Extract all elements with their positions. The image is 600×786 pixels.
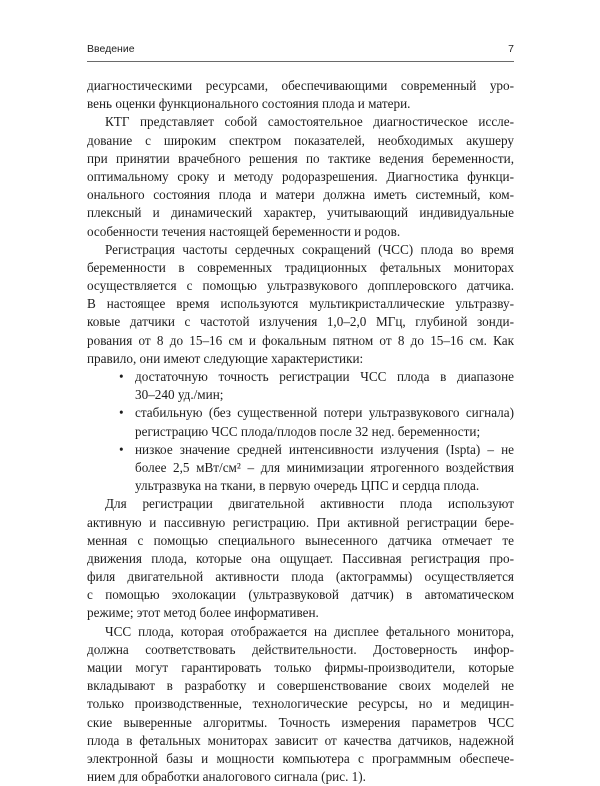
text-line: вень оценки функционального состояния плода и матери. [87, 96, 411, 112]
page-number: 7 [508, 43, 514, 55]
text-line: ЧСС плода, которая отображается на дисплее фетального монитора, [105, 623, 514, 639]
text-line: особенности течения настоящей беременности и родов. [87, 223, 401, 239]
text-line: активную и пассивную регистрацию. При активной регистрации бере- [87, 514, 514, 530]
text-line: оптимальному сроку и методу родоразрешения. Диагностика функци- [87, 168, 514, 184]
paragraph-monitor-accuracy [87, 623, 514, 786]
text-line: плексный и динамический характер, учитывающий индивидуальные [87, 205, 514, 221]
text-line: мации могут гарантировать только фирмы-производители, которые [87, 660, 514, 675]
text-line: диагностическими ресурсами, обеспечивающими современный уро- [87, 78, 514, 93]
text-line: рования от 8 до 15–16 см и фокальным пятном от 8 до 15–16 см. Как [87, 332, 514, 348]
text-line: ковые датчики с частотой излучения 1,0–2,0 МГц, глубиной зонди- [87, 314, 514, 330]
paragraph-intro-continuation [87, 77, 514, 113]
text-line: правило, они имеют следующие характеристики: [87, 350, 364, 366]
text-line: онального состояния плода и матери должна иметь системный, ком- [87, 187, 514, 203]
text-line: при принятии врачебного решения по тактике ведения беременности, [87, 150, 514, 166]
paragraph-heart-rate-registration [87, 241, 514, 368]
text-line: Для регистрации двигательной активности плода используют [105, 496, 514, 512]
text-line: 30–240 уд./мин; [135, 387, 224, 403]
text-line: осуществляется с помощью ультразвукового допплеровского датчика. [87, 278, 514, 294]
header-divider [87, 61, 514, 62]
text-line: регистрацию ЧСС плода/плодов после 32 нед. беременности; [135, 423, 481, 439]
text-line: беременности в современных традиционных фетальных мониторах [87, 259, 514, 275]
list-item [87, 404, 514, 440]
text-line: ские выверенные алгоритмы. Точность измерения параметров ЧСС [87, 714, 514, 730]
text-line: менная с помощью специального вынесенного датчика отмечает те [87, 532, 514, 548]
text-line: филя двигательной активности плода (актограммы) осуществляется [87, 569, 514, 585]
text-line: более 2,5 мВт/см² – для минимизации ятрогенного воздействия [135, 459, 514, 475]
list-item [87, 368, 514, 404]
text-line: Регистрация частоты сердечных сокращений (ЧСС) плода во время [105, 241, 514, 257]
text-line: дование с широким спектром показателей, необходимых акушеру [87, 132, 514, 148]
text-line: В настоящее время используются мультикристаллические ультразву- [87, 296, 514, 312]
paragraph-motor-activity [87, 495, 514, 622]
bullet-icon: • [119, 441, 124, 457]
text-line: должна соответствовать действительности. Достоверность инфор- [87, 641, 514, 657]
text-line: только производственные, технологические ресурсы, но и медицин- [87, 696, 514, 712]
bullet-icon: • [119, 405, 124, 421]
page-body [87, 77, 514, 786]
text-line: режиме; этот метод более информативен. [87, 605, 319, 621]
bullet-icon: • [119, 369, 124, 384]
text-line: стабильную (без существенной потери ультразвукового сигнала) [135, 405, 514, 421]
text-line: с помощью эхолокации (ультразвуковой датчик) в автоматическом [87, 587, 514, 603]
section-title: Введение [87, 43, 135, 55]
text-line: достаточную точность регистрации ЧСС плода в диапазоне [135, 369, 514, 384]
paragraph-ctg-description [87, 113, 514, 240]
text-line: плода в фетальных мониторах зависит от качества датчиков, надежной [87, 732, 514, 748]
running-header [87, 43, 514, 59]
text-line: низкое значение средней интенсивности излучения (Ispta) – не [135, 441, 514, 457]
text-line: КТГ представляет собой самостоятельное диагностическое иссле- [105, 114, 514, 130]
text-line: движения плода, которые она ощущает. Пассивная регистрация про- [87, 550, 514, 566]
text-line: вкладывают в разработку и совершенствование своих моделей не [87, 678, 514, 694]
text-line: ультразвука на ткани, в первую очередь ЦПС и сердца плода. [135, 478, 480, 494]
list-item [87, 441, 514, 496]
characteristics-list [87, 368, 514, 495]
text-line: электронной базы и мощности компьютера с программным обеспече- [87, 750, 514, 766]
text-line: нием для обработки аналогового сигнала (рис. 1). [87, 769, 366, 785]
